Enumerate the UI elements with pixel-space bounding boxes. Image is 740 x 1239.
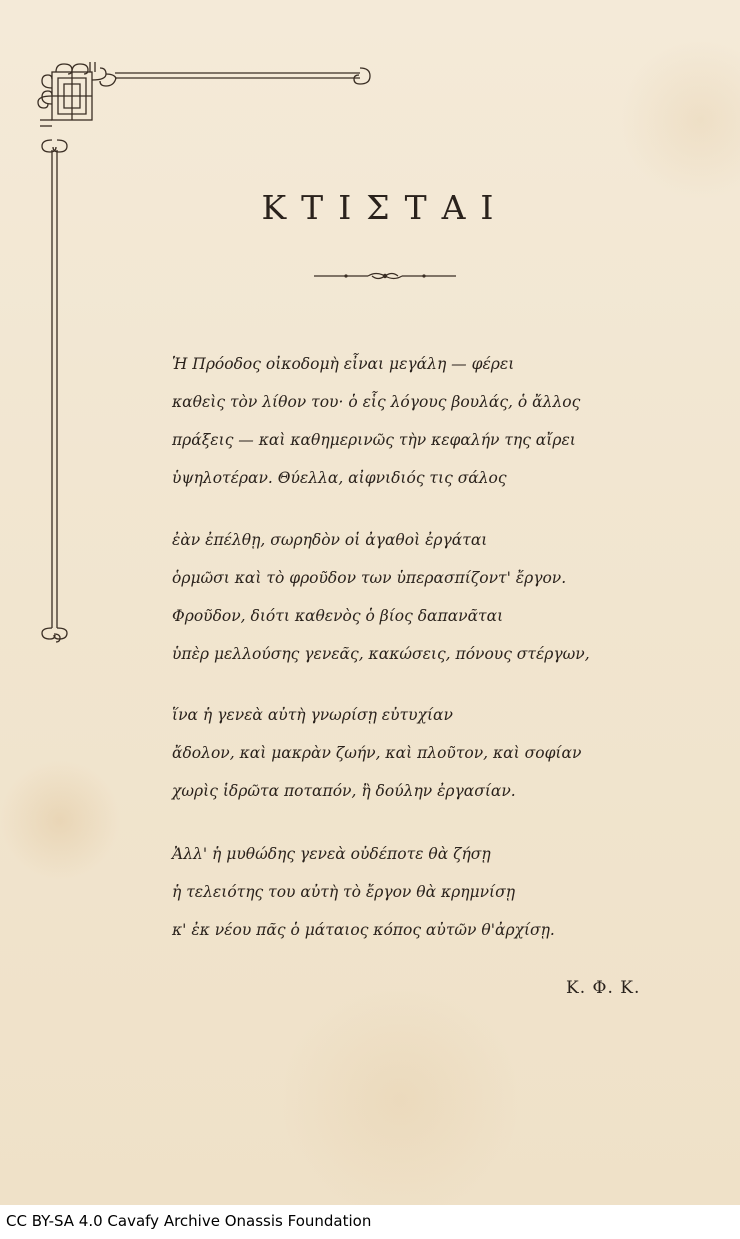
poem-line: ἡ τελειότης του αὐτὴ τὸ ἔργον θὰ κρημνίσῃ: [172, 883, 515, 901]
stanza-2: [172, 521, 672, 673]
credit-bar: [0, 1205, 740, 1239]
stanza-3: [172, 696, 672, 810]
poem-title: ΚΤΙΣΤΑΙ: [261, 188, 509, 227]
poem-line: πράξεις — καὶ καθημερινῶς τὴν κεφαλήν της αἴρει: [172, 431, 576, 449]
stanza-4: [172, 835, 672, 949]
poem-line: ὑπὲρ μελλούσης γενεᾶς, κακώσεις, πόνους στέργων,: [172, 645, 590, 663]
poem-line: Ἀλλ' ἡ μυθώδης γενεὰ οὐδέποτε θὰ ζήσῃ: [172, 845, 491, 863]
poem-line: ὁρμῶσι καὶ τὸ φροῦδον των ὑπερασπίζοντ' ἔργον.: [172, 569, 567, 587]
poem-line: ἄδολον, καὶ μακρὰν ζωήν, καὶ πλοῦτον, καὶ σοφίαν: [172, 744, 582, 762]
license-credit: CC BY-SA 4.0 Cavafy Archive Onassis Foundation: [6, 1212, 372, 1230]
title-divider-ornament: [312, 266, 458, 286]
poem-line: καθεὶς τὸν λίθον του· ὁ εἷς λόγους βουλάς, ὁ ἄλλος: [172, 393, 581, 411]
poem-line: ἐὰν ἐπέλθῃ, σωρηδὸν οἱ ἀγαθοὶ ἐργάται: [172, 531, 488, 549]
poem-line: ὑψηλοτέραν. Θύελλα, αἰφνιδιός τις σάλος: [172, 469, 507, 487]
poem-line: Ἡ Πρόοδος οἰκοδομὴ εἶναι μεγάλη — φέρει: [172, 355, 515, 373]
poem-line: Φροῦδον, διότι καθενὸς ὁ βίος δαπανᾶται: [172, 607, 504, 625]
author-initials: Κ. Φ. Κ.: [566, 978, 641, 998]
poem-line: χωρὶς ἱδρῶτα ποταπόν, ἢ δούλην ἐργασίαν.: [172, 782, 516, 800]
poem-line: ἵνα ἡ γενεὰ αὐτὴ γνωρίσῃ εὐτυχίαν: [172, 706, 453, 724]
poem-line: κ' ἐκ νέου πᾶς ὁ μάταιος κόπος αὐτῶν θ'ἀρχίσῃ.: [172, 921, 555, 939]
stanza-1: [172, 345, 672, 497]
